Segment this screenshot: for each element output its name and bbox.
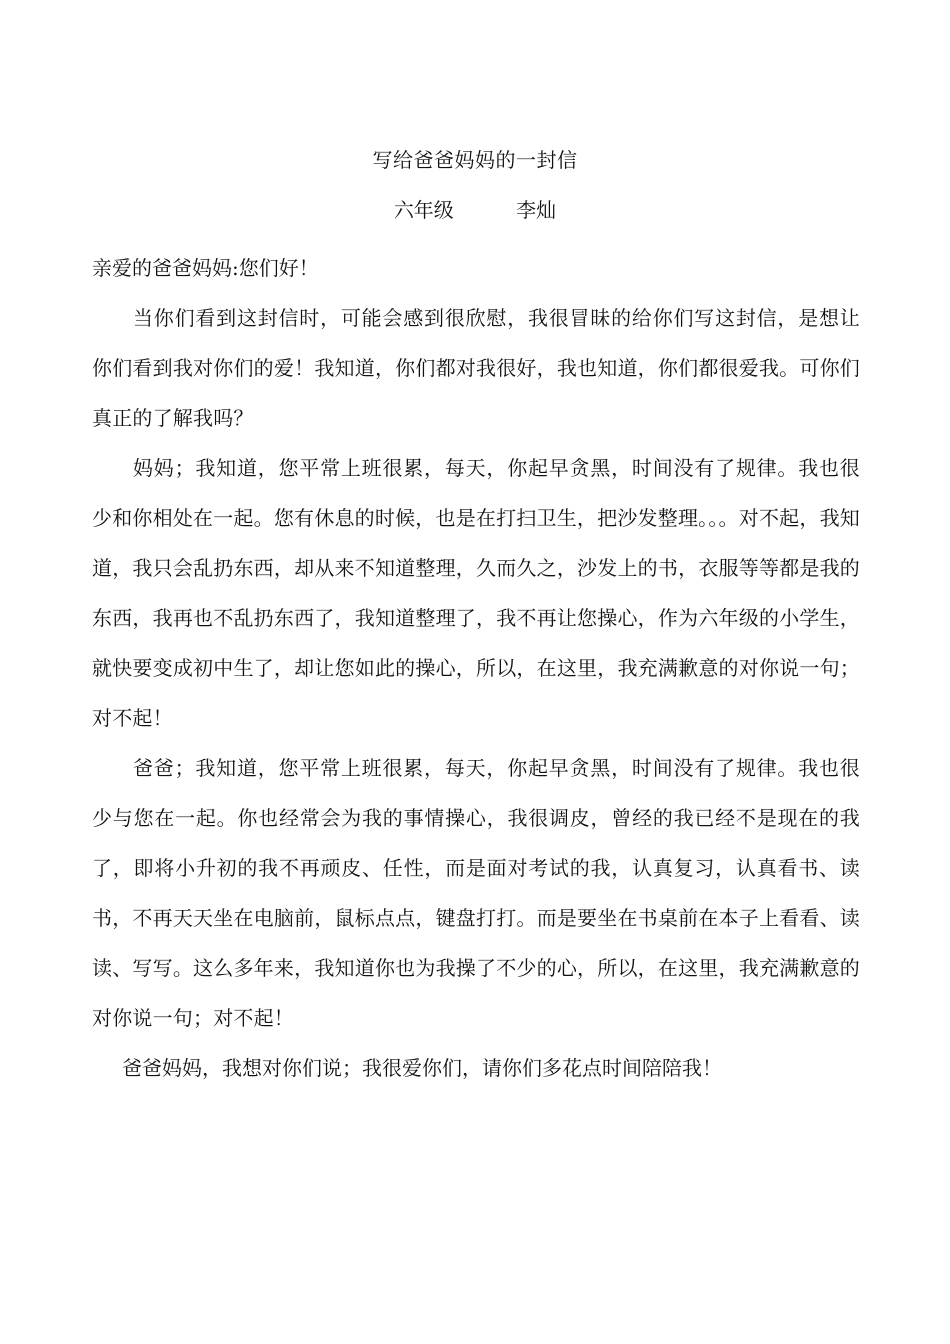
grade-label: 六年级: [393, 198, 454, 222]
closing-line: 爸爸妈妈，我想对你们说；我很爱你们，请你们多花点时间陪陪我！: [122, 1056, 722, 1080]
greeting: 亲爱的爸爸妈妈:您们好！: [92, 256, 319, 280]
paragraph-intro: 当你们看到这封信时，可能会感到很欣慰，我很冒昧的给你们写这封信，是想让你们看到我对你们的爱！我知道，你们都对我很好，我也知道，你们都很爱我。可你们真正的了解我吗？: [92, 306, 860, 430]
letter-title: 写给爸爸妈妈的一封信: [372, 148, 578, 172]
letter-body: [92, 243, 860, 1093]
paragraph-father: 爸爸；我知道，您平常上班很累，每天，你起早贪黑，时间没有了规律。我也很少与您在一起。你也经常会为我的事情操心，我很调皮，曾经的我已经不是现在的我了，即将小升初的我不再顽皮、任性，而是面对考试的我，认真复习，认真看书、读书，不再天天坐在电脑前，鼠标点点，键盘打打。而是要坐在书桌前在本子上看看、读读、写写。这么多年来，我知道你也为我操了不少的心，所以，在这里，我充满歉意的对你说一句；对不起！: [92, 756, 860, 1030]
author-name: 李灿: [516, 198, 557, 222]
byline: [0, 193, 950, 227]
paragraph-mother: 妈妈；我知道，您平常上班很累，每天，你起早贪黑，时间没有了规律。我也很少和你相处在一起。您有休息的时候，也是在打扫卫生，把沙发整理。。。对不起，我知道，我只会乱扔东西，却从来不知道整理，久而久之，沙发上的书，衣服等等都是我的东西，我再也不乱扔东西了，我知道整理了，我不再让您操心，作为六年级的小学生，就快要变成初中生了，却让您如此的操心，所以，在这里，我充满歉意的对你说一句；对不起！: [92, 456, 860, 730]
